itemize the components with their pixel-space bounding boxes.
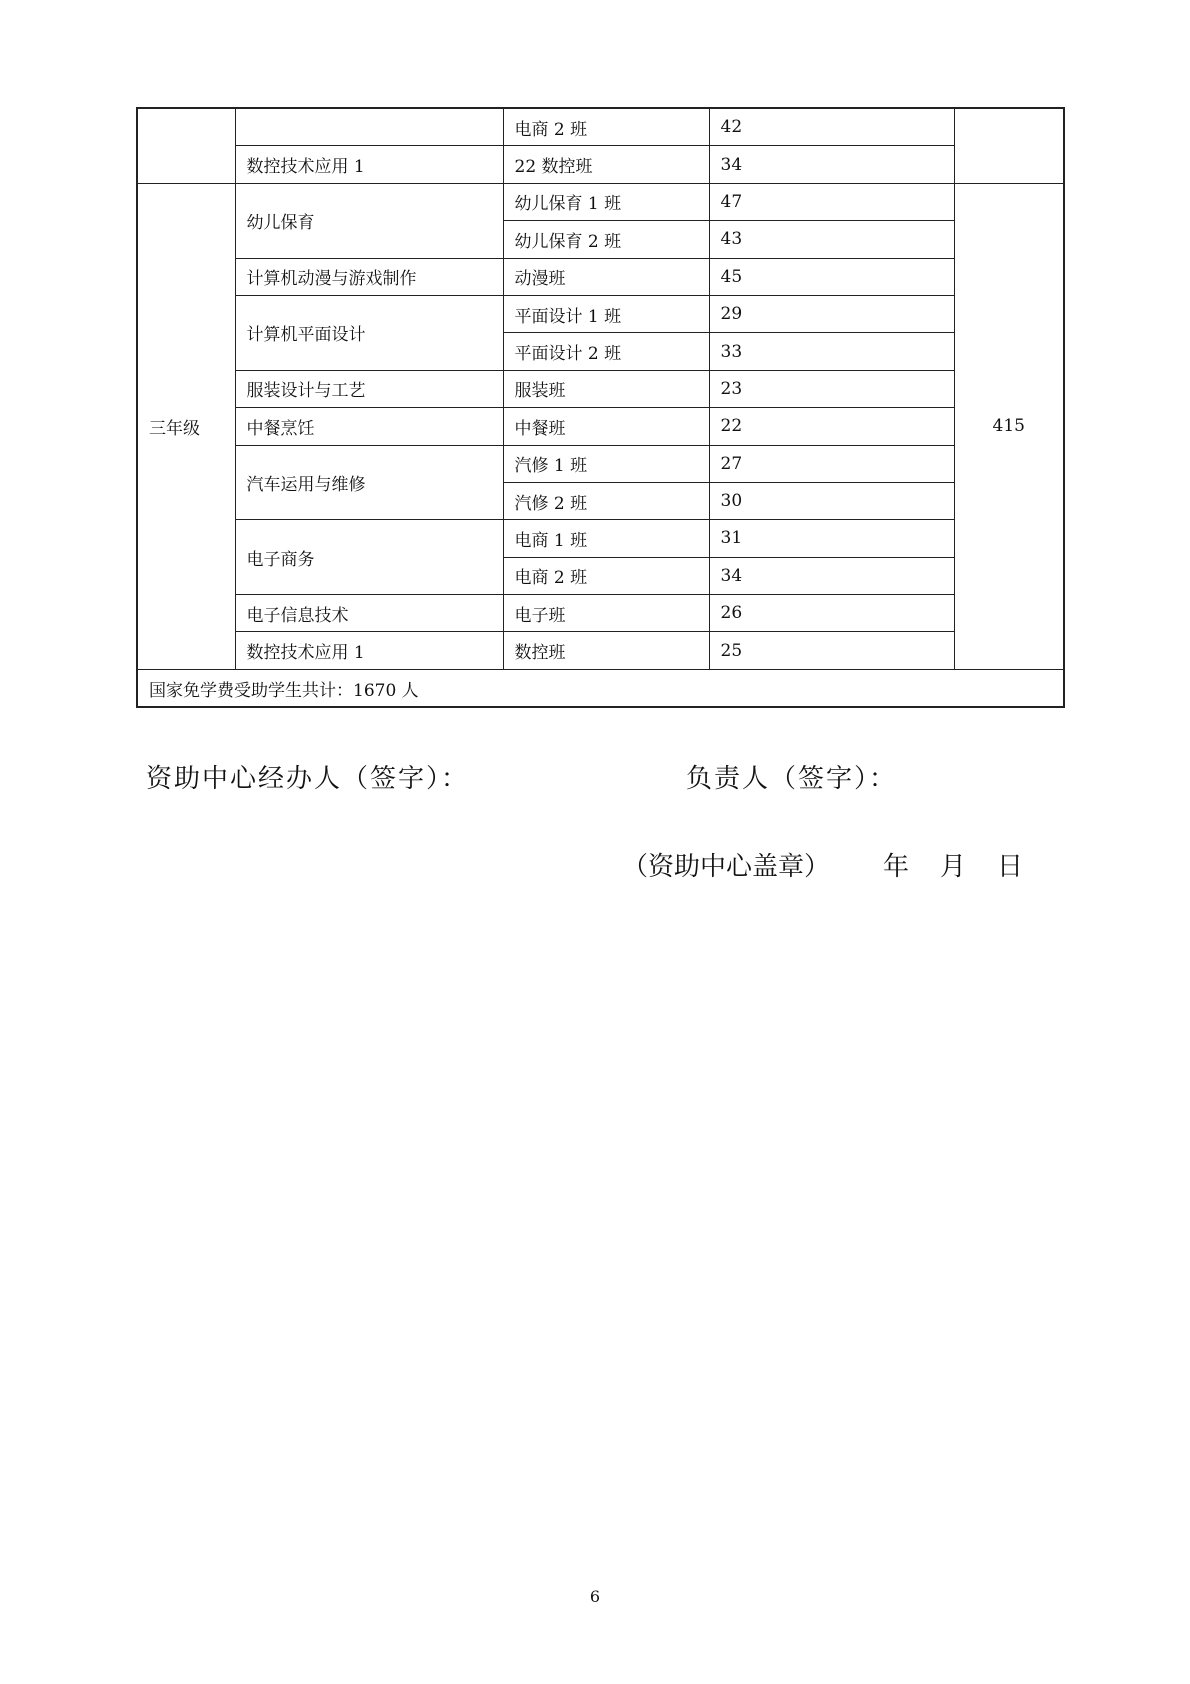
count-cell: 27 [709,445,954,482]
summary-cell: 国家免学费受助学生共计：1670 人 [137,669,1064,707]
count-cell: 42 [709,108,954,146]
class-cell: 汽修 2 班 [503,482,709,519]
count-cell: 26 [709,595,954,632]
table-row [137,108,1064,146]
class-cell: 服装班 [503,370,709,407]
student-aid-table [136,107,1065,708]
major-cell: 幼儿保育 [235,183,503,258]
table-row [137,370,1064,407]
class-cell: 电商 2 班 [503,108,709,146]
table-row [137,146,1064,183]
major-cell: 电子信息技术 [235,595,503,632]
major-cell: 数控技术应用 1 [235,632,503,669]
summary-row [137,669,1064,707]
count-cell: 31 [709,520,954,557]
count-cell: 45 [709,258,954,295]
class-cell: 电商 2 班 [503,557,709,594]
day-label: 日 [997,852,1024,882]
class-cell: 幼儿保育 1 班 [503,183,709,220]
class-cell: 幼儿保育 2 班 [503,221,709,258]
class-cell: 电商 1 班 [503,520,709,557]
major-cell: 中餐烹饪 [235,408,503,445]
class-cell: 平面设计 2 班 [503,333,709,370]
count-cell: 29 [709,295,954,332]
major-cell: 汽车运用与维修 [235,445,503,520]
class-cell: 汽修 1 班 [503,445,709,482]
total-cell: 415 [954,183,1064,669]
grade-cell [137,108,235,183]
count-cell: 30 [709,482,954,519]
count-cell: 33 [709,333,954,370]
count-cell: 34 [709,557,954,594]
count-cell: 34 [709,146,954,183]
month-label: 月 [940,852,967,882]
table-row [137,520,1064,557]
table-row [137,183,1064,220]
table-row [137,632,1064,669]
total-cell [954,108,1064,183]
seal-label: （资助中心盖章） [622,852,831,882]
grade-cell: 三年级 [137,183,235,669]
major-cell [235,108,503,146]
major-cell: 数控技术应用 1 [235,146,503,183]
count-cell: 23 [709,370,954,407]
table-row [137,408,1064,445]
responsible-signature-label: 负责人（签字）： [686,764,898,794]
class-cell: 中餐班 [503,408,709,445]
count-cell: 22 [709,408,954,445]
major-cell: 服装设计与工艺 [235,370,503,407]
count-cell: 25 [709,632,954,669]
class-cell: 数控班 [503,632,709,669]
handler-signature-label: 资助中心经办人（签字）： [146,764,470,794]
table-row [137,595,1064,632]
count-cell: 43 [709,221,954,258]
class-cell: 电子班 [503,595,709,632]
major-cell: 电子商务 [235,520,503,595]
class-cell: 22 数控班 [503,146,709,183]
major-cell: 计算机动漫与游戏制作 [235,258,503,295]
page-number: 6 [589,1587,601,1606]
class-cell: 动漫班 [503,258,709,295]
table-row [137,295,1064,332]
count-cell: 47 [709,183,954,220]
table-row [137,258,1064,295]
class-cell: 平面设计 1 班 [503,295,709,332]
year-label: 年 [883,852,910,882]
major-cell: 计算机平面设计 [235,295,503,370]
table-row [137,445,1064,482]
